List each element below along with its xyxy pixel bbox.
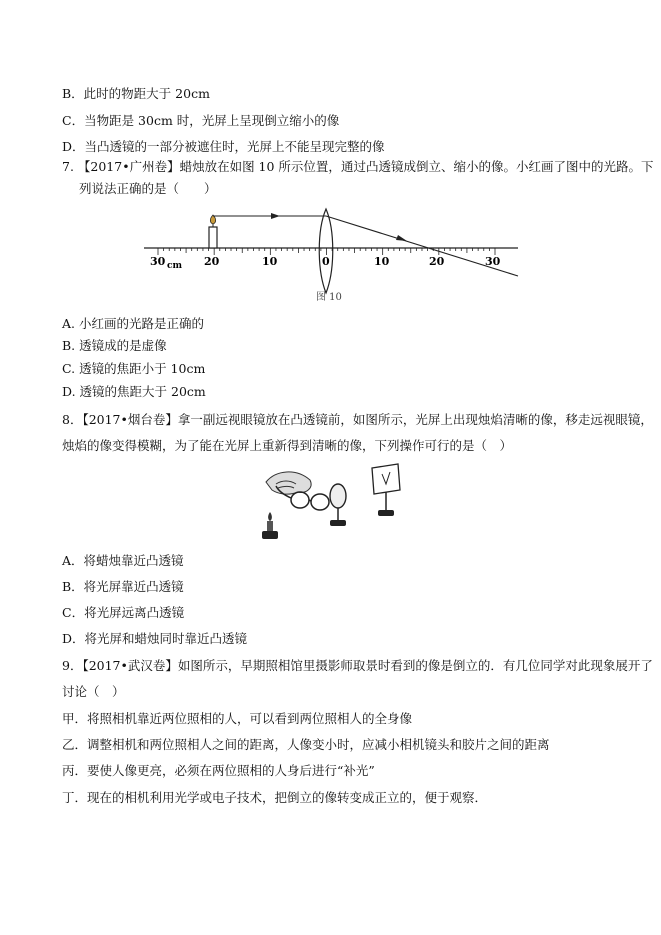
- ruler-ticks: [158, 248, 495, 255]
- q8-glasses-figure: [258, 460, 408, 542]
- tick-label: 10: [262, 255, 278, 268]
- q6-option-b: B．此时的物距大于 20cm: [62, 86, 210, 101]
- q8-option-c: C．将光屏远离凸透镜: [62, 605, 185, 620]
- q9-stem-line-1: 9．【2017•武汉卷】如图所示，早期照相馆里摄影师取景时看到的像是倒立的．有几位同学对此现象展开了: [62, 658, 653, 673]
- q7-option-a: A. 小红画的光路是正确的: [62, 316, 204, 331]
- tick-label: 10: [374, 255, 390, 268]
- q9-statement-yi: 乙．调整相机和两位照相人之间的距离，人像变小时，应减小相机镜头和胶片之间的距离: [62, 737, 550, 752]
- q7-option-c: C. 透镜的焦距小于 10cm: [62, 361, 206, 376]
- q9-statement-jia: 甲．将照相机靠近两位照相的人，可以看到两位照相人的全身像: [62, 711, 413, 726]
- tick-label: 30: [150, 255, 166, 268]
- convex-lens-icon: [330, 484, 346, 526]
- q6-option-c: C．当物距是 30cm 时，光屏上呈现倒立缩小的像: [62, 113, 340, 128]
- hand-icon: [266, 472, 311, 494]
- q6-option-d: D．当凸透镜的一部分被遮住时，光屏上不能呈现完整的像: [62, 139, 385, 154]
- tick-label: 0: [322, 255, 330, 268]
- figure-caption: 图 10: [316, 292, 342, 303]
- q9-statement-ding: 丁．现在的相机利用光学或电子技术，把倒立的像转变成正立的，便于观察．: [62, 790, 488, 805]
- tick-label: 20: [429, 255, 445, 268]
- candle-icon: [262, 512, 278, 539]
- q8-option-a: A．将蜡烛靠近凸透镜: [62, 553, 184, 568]
- q7-lens-diagram: [140, 205, 525, 305]
- q8-stem-line-1: 8．【2017•烟台卷】拿一副远视眼镜放在凸透镜前，如图所示，光屏上出现烛焰清晰的像，移走远视眼镜，: [62, 412, 653, 427]
- q7-stem-line-2: 列说法正确的是（ ）: [79, 181, 217, 196]
- ray-arrow-2: [396, 235, 407, 241]
- ray-arrow: [271, 213, 280, 219]
- q9-statement-bing: 丙．要使人像更亮，必须在两位照相的人身后进行“补光”: [62, 763, 375, 778]
- q8-stem-line-2: 烛焰的像变得模糊，为了能在光屏上重新得到清晰的像，下列操作可行的是（ ）: [62, 438, 513, 453]
- q8-option-d: D．将光屏和蜡烛同时靠近凸透镜: [62, 631, 248, 646]
- screen-icon: [372, 464, 400, 516]
- tick-label: 30: [485, 255, 501, 268]
- q9-stem-line-2: 讨论（ ）: [62, 684, 125, 699]
- q7-option-b: B. 透镜成的是虚像: [62, 338, 167, 353]
- q7-stem-line-1: 7. 【2017•广州卷】蜡烛放在如图 10 所示位置，通过凸透镜成倒立、缩小的像。小红画了图中的光路。下: [62, 159, 654, 174]
- candle-icon: [209, 215, 217, 248]
- q7-option-d: D. 透镜的焦距大于 20cm: [62, 384, 206, 399]
- unit-label: cm: [167, 261, 183, 271]
- q8-option-b: B．将光屏靠近凸透镜: [62, 579, 184, 594]
- tick-label: 20: [204, 255, 220, 268]
